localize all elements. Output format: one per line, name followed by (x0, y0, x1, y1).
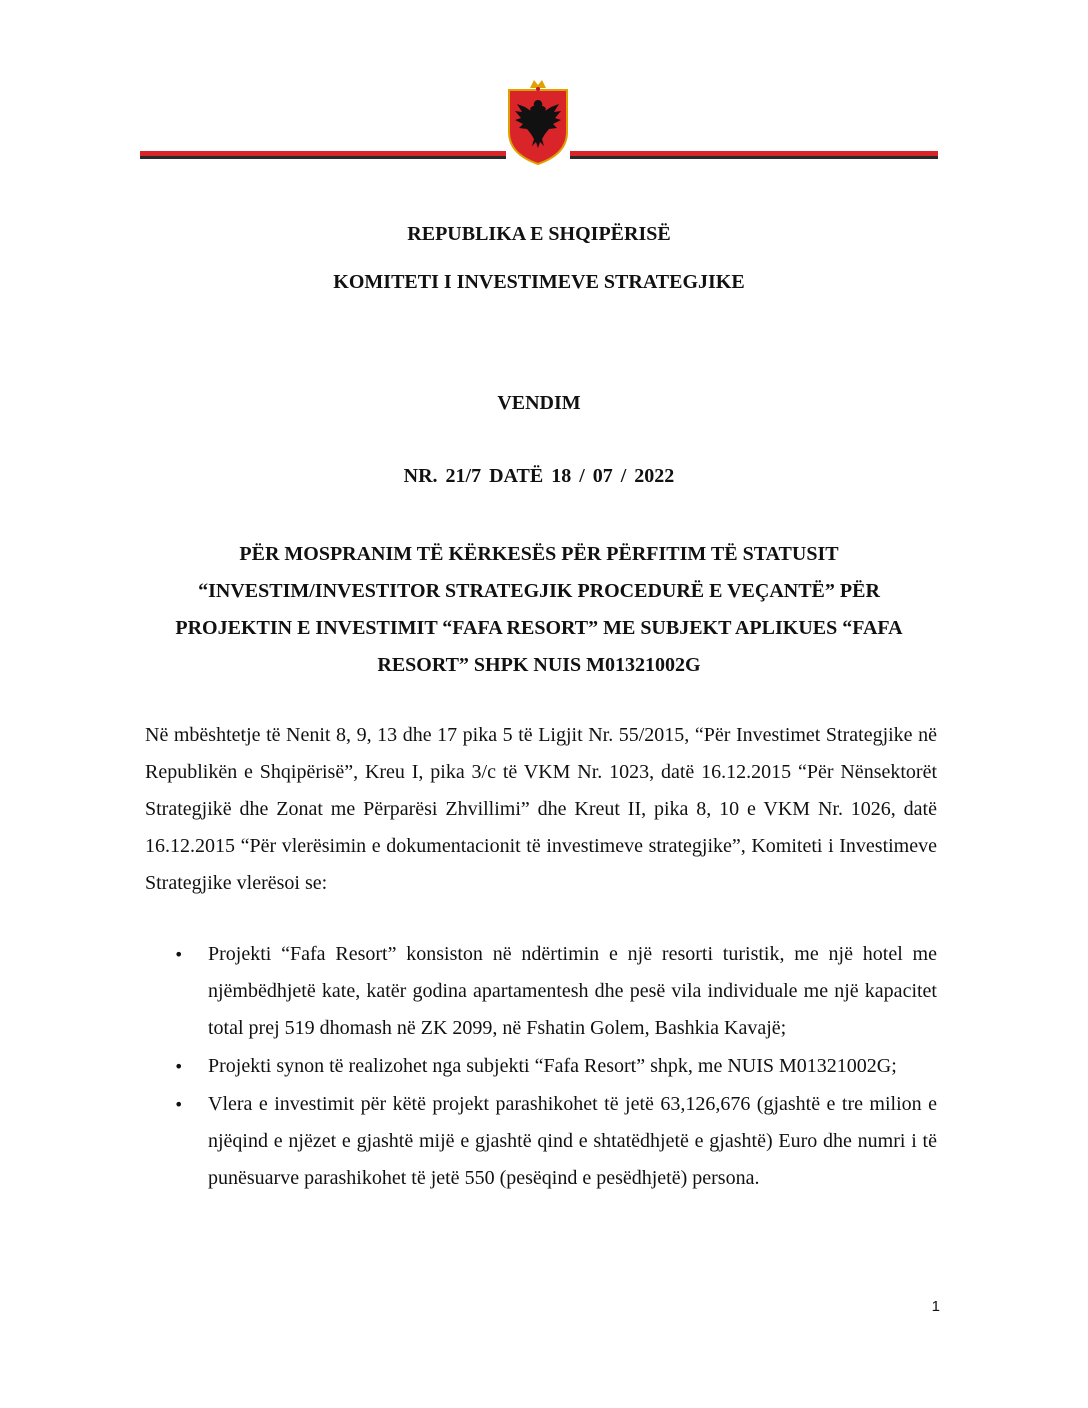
albanian-coat-of-arms-icon (505, 76, 571, 166)
page-number: 1 (931, 1298, 940, 1315)
decision-subject: PËR MOSPRANIM TË KËRKESËS PËR PËRFITIM TË STATUSIT “INVESTIM/INVESTITOR STRATEGJIK PROCEDURË E VEÇANTË” PËR PROJEKTIN E INVESTIMIT “FAFA RESORT” ME SUBJEKT APLIKUES “FAFA RESORT” SHPK NUIS M01321002G (175, 543, 903, 676)
committee-heading: KOMITETI I INVESTIMEVE STRATEGJIKE (333, 271, 745, 293)
findings-list (170, 936, 937, 1198)
header-rule-right (570, 151, 938, 159)
list-item: • Projekti synon të realizohet nga subjekti “Fafa Resort” shpk, me NUIS M01321002G; (170, 1048, 937, 1085)
list-item: • Vlera e investimit për këtë projekt parashikohet të jetë 63,126,676 (gjashtë e tre milion e njëqind e njëzet e gjashtë mijë e gjashtë qind e shtatëdhjetë e gjashtë) Euro dhe numri i të punësuarve parashikohet të jetë 550 (pesëqind e pesëdhjetë) persona. (170, 1086, 937, 1197)
list-item: • Projekti “Fafa Resort” konsiston në ndërtimin e një resorti turistik, me një hotel me njëmbëdhjetë kate, katër godina apartamentesh dhe pesë vila individuale me një kapacitet total prej 519 dhomash në ZK 2099, në Fshatin Golem, Bashkia Kavajë; (170, 936, 937, 1047)
decision-title: VENDIM (497, 392, 581, 414)
intro-paragraph: Në mbështetje të Nenit 8, 9, 13 dhe 17 pika 5 të Ligjit Nr. 55/2015, “Për Investimet Strategjike në Republikën e Shqipërisë”, Kreu I, pika 3/c të VKM Nr. 1023, datë 16.12.2015 “Për Nënsektorët Strategjikë dhe Zonat me Përparësi Zhvillimi” dhe Kreut II, pika 8, 10 e VKM Nr. 1026, datë 16.12.2015 “Për vlerësimin e dokumentacionit të investimeve strategjike”, Komiteti i Investimeve Strategjike vlerësoi se: (145, 724, 937, 894)
header-rule-left (140, 151, 506, 159)
decision-number-date: NR. 21/7 DATË 18 / 07 / 2022 (403, 465, 675, 487)
republic-heading: REPUBLIKA E SHQIPËRISË (407, 223, 671, 245)
